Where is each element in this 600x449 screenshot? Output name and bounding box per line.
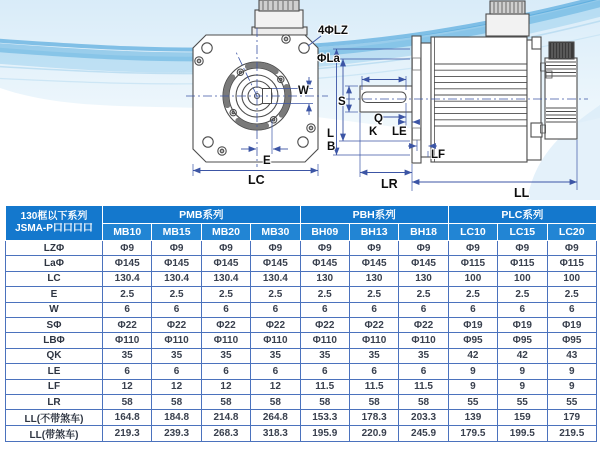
spec-row [6, 302, 597, 317]
shaft-keyway [362, 92, 406, 103]
dim-label-le: LE [392, 126, 407, 138]
dim-label-lr: LR [381, 177, 398, 191]
spec-cell: 58 [251, 394, 300, 409]
dim-label-s: S [338, 96, 346, 108]
spec-cell: 153.3 [300, 410, 349, 426]
spec-cell: 11.5 [399, 379, 448, 394]
spec-cell: Φ145 [399, 256, 448, 271]
spec-cell: Φ22 [103, 317, 152, 332]
dim-label-lc: LC [248, 173, 265, 187]
front-connector [252, 0, 307, 35]
spec-cell: 214.8 [201, 410, 250, 426]
spec-cell: Φ22 [251, 317, 300, 332]
spec-cell: Φ9 [152, 241, 201, 256]
spec-cell: 6 [547, 302, 596, 317]
series-header: PBH系列 [300, 206, 448, 224]
row-label: LE [6, 364, 103, 379]
spec-cell: Φ110 [300, 333, 349, 348]
dim-label-phi-la: ΦLa [317, 53, 340, 65]
spec-cell: Φ110 [103, 333, 152, 348]
spec-cell: Φ145 [201, 256, 250, 271]
spec-cell: 130 [349, 271, 398, 286]
model-header: MB10 [103, 224, 152, 241]
spec-cell: 35 [251, 348, 300, 363]
spec-cell: Φ22 [300, 317, 349, 332]
model-header: BH13 [349, 224, 398, 241]
spec-cell: 6 [152, 364, 201, 379]
motor-body [431, 37, 527, 162]
spec-cell: 6 [201, 302, 250, 317]
spec-cell: 199.5 [498, 426, 547, 442]
dim-label-ll: LL [514, 186, 530, 200]
dim-label-e: E [263, 155, 271, 167]
spec-cell: 2.5 [349, 287, 398, 302]
spec-row [6, 394, 597, 409]
spec-cell: 178.3 [349, 410, 398, 426]
spec-cell: 35 [349, 348, 398, 363]
spec-cell: 184.8 [152, 410, 201, 426]
dim-label-l: L [327, 128, 335, 140]
spec-cell: 6 [448, 302, 497, 317]
spec-cell: 100 [448, 271, 497, 286]
spec-cell: 6 [201, 364, 250, 379]
spec-cell: 130.4 [251, 271, 300, 286]
spec-cell: 130 [399, 271, 448, 286]
spec-cell: Φ95 [448, 333, 497, 348]
spec-cell: Φ115 [498, 256, 547, 271]
spec-cell: 219.5 [547, 426, 596, 442]
spec-cell: 6 [498, 302, 547, 317]
spec-cell: 55 [498, 394, 547, 409]
model-header: MB20 [201, 224, 250, 241]
spec-cell: 6 [399, 302, 448, 317]
side-connector [486, 1, 529, 36]
spec-cell: Φ9 [300, 241, 349, 256]
spec-cell: 6 [251, 302, 300, 317]
spec-cell: Φ9 [251, 241, 300, 256]
spec-table [5, 205, 597, 442]
spec-cell: 2.5 [399, 287, 448, 302]
spec-cell: 179 [547, 410, 596, 426]
model-header: LC15 [498, 224, 547, 241]
row-label: LC [6, 271, 103, 286]
spec-cell: Φ145 [251, 256, 300, 271]
spec-cell: 9 [498, 364, 547, 379]
spec-cell: 6 [349, 302, 398, 317]
spec-cell: 2.5 [251, 287, 300, 302]
spec-cell: Φ110 [251, 333, 300, 348]
series-header: PMB系列 [103, 206, 301, 224]
series-header: PLC系列 [448, 206, 596, 224]
technical-drawing [0, 0, 600, 205]
spec-cell: 11.5 [300, 379, 349, 394]
spec-cell: 9 [498, 379, 547, 394]
spec-cell: 130.4 [103, 271, 152, 286]
corner-header [6, 206, 103, 241]
spec-cell: Φ145 [349, 256, 398, 271]
spec-cell: 6 [300, 364, 349, 379]
dim-label-q: Q [374, 113, 383, 125]
spec-cell: 35 [399, 348, 448, 363]
spec-cell: 2.5 [498, 287, 547, 302]
spec-cell: 12 [103, 379, 152, 394]
spec-row [6, 426, 597, 442]
spec-cell: 239.3 [152, 426, 201, 442]
spec-cell: 130.4 [152, 271, 201, 286]
spec-cell: 2.5 [201, 287, 250, 302]
spec-cell: 6 [300, 302, 349, 317]
spec-cell: Φ22 [399, 317, 448, 332]
row-label: LL(不带煞车) [6, 410, 103, 426]
row-label: QK [6, 348, 103, 363]
spec-cell: Φ19 [448, 317, 497, 332]
spec-row [6, 348, 597, 363]
spec-cell: Φ9 [201, 241, 250, 256]
row-label: LL(带煞车) [6, 426, 103, 442]
spec-cell: 2.5 [152, 287, 201, 302]
spec-cell: 11.5 [349, 379, 398, 394]
spec-cell: Φ9 [349, 241, 398, 256]
spec-cell: Φ115 [547, 256, 596, 271]
spec-cell: 159 [498, 410, 547, 426]
spec-cell: 6 [399, 364, 448, 379]
spec-cell: 264.8 [251, 410, 300, 426]
spec-cell: 12 [201, 379, 250, 394]
spec-cell: Φ110 [152, 333, 201, 348]
spec-cell: 55 [547, 394, 596, 409]
spec-cell: Φ110 [201, 333, 250, 348]
model-header: BH09 [300, 224, 349, 241]
spec-cell: Φ9 [448, 241, 497, 256]
spec-cell: 42 [448, 348, 497, 363]
spec-cell: Φ145 [152, 256, 201, 271]
spec-row [6, 271, 597, 286]
spec-row [6, 241, 597, 256]
spec-row [6, 317, 597, 332]
spec-cell: 35 [152, 348, 201, 363]
spec-cell: 6 [103, 364, 152, 379]
spec-cell: 9 [547, 364, 596, 379]
spec-row [6, 333, 597, 348]
spec-cell: Φ22 [349, 317, 398, 332]
spec-cell: 35 [300, 348, 349, 363]
spec-cell: Φ19 [498, 317, 547, 332]
spec-row [6, 287, 597, 302]
spec-row [6, 379, 597, 394]
spec-cell: 179.5 [448, 426, 497, 442]
spec-cell: 219.3 [103, 426, 152, 442]
spec-cell: 245.9 [399, 426, 448, 442]
row-label: E [6, 287, 103, 302]
corner-header-line1: 130框以下系列 [20, 210, 88, 222]
model-header: MB15 [152, 224, 201, 241]
spec-cell: Φ9 [399, 241, 448, 256]
model-header: LC10 [448, 224, 497, 241]
spec-cell: 139 [448, 410, 497, 426]
spec-cell: Φ9 [103, 241, 152, 256]
row-label: LR [6, 394, 103, 409]
spec-cell: 2.5 [448, 287, 497, 302]
spec-cell: 58 [399, 394, 448, 409]
spec-cell: 9 [547, 379, 596, 394]
spec-cell: 12 [251, 379, 300, 394]
spec-cell: 35 [103, 348, 152, 363]
dim-label-lf: LF [431, 149, 446, 161]
row-label: SΦ [6, 317, 103, 332]
spec-cell: 35 [201, 348, 250, 363]
dim-label-w: W [298, 85, 309, 97]
spec-row [6, 364, 597, 379]
spec-cell: 6 [103, 302, 152, 317]
spec-cell: Φ110 [399, 333, 448, 348]
spec-cell: 58 [201, 394, 250, 409]
spec-cell: 164.8 [103, 410, 152, 426]
spec-cell: Φ9 [547, 241, 596, 256]
spec-cell: Φ95 [547, 333, 596, 348]
spec-cell: Φ145 [300, 256, 349, 271]
spec-cell: 195.9 [300, 426, 349, 442]
spec-cell: Φ115 [448, 256, 497, 271]
dim-label-k: K [369, 126, 378, 138]
spec-cell: Φ22 [201, 317, 250, 332]
spec-cell: Φ110 [349, 333, 398, 348]
spec-cell: 268.3 [201, 426, 250, 442]
spec-cell: 42 [498, 348, 547, 363]
spec-cell: 58 [103, 394, 152, 409]
row-label: LZΦ [6, 241, 103, 256]
spec-cell: 6 [349, 364, 398, 379]
spec-cell: 58 [152, 394, 201, 409]
model-header: BH18 [399, 224, 448, 241]
spec-cell: 130 [300, 271, 349, 286]
spec-cell: Φ19 [547, 317, 596, 332]
spec-cell: 6 [251, 364, 300, 379]
spec-cell: 58 [300, 394, 349, 409]
model-header: LC20 [547, 224, 596, 241]
spec-cell: 43 [547, 348, 596, 363]
spec-cell: 6 [152, 302, 201, 317]
dim-label-4phi-lz: 4ΦLZ [318, 25, 348, 37]
spec-cell: 130.4 [201, 271, 250, 286]
model-header: MB30 [251, 224, 300, 241]
spec-row [6, 410, 597, 426]
spec-cell: 100 [498, 271, 547, 286]
spec-cell: 9 [448, 364, 497, 379]
corner-header-line2: JSMA-P口口口口 [15, 223, 93, 234]
spec-row [6, 256, 597, 271]
spec-cell: Φ22 [152, 317, 201, 332]
spec-cell: 55 [448, 394, 497, 409]
spec-cell: Φ9 [498, 241, 547, 256]
spec-cell: Φ95 [498, 333, 547, 348]
spec-cell: 9 [448, 379, 497, 394]
spec-cell: 58 [349, 394, 398, 409]
row-label: W [6, 302, 103, 317]
row-label: LBΦ [6, 333, 103, 348]
row-label: LF [6, 379, 103, 394]
row-label: LaΦ [6, 256, 103, 271]
spec-cell: 220.9 [349, 426, 398, 442]
spec-cell: 12 [152, 379, 201, 394]
dim-label-b: B [327, 141, 336, 153]
spec-cell: 2.5 [103, 287, 152, 302]
spec-cell: Φ145 [103, 256, 152, 271]
spec-cell: 318.3 [251, 426, 300, 442]
spec-cell: 100 [547, 271, 596, 286]
spec-cell: 2.5 [300, 287, 349, 302]
spec-cell: 203.3 [399, 410, 448, 426]
spec-cell: 2.5 [547, 287, 596, 302]
